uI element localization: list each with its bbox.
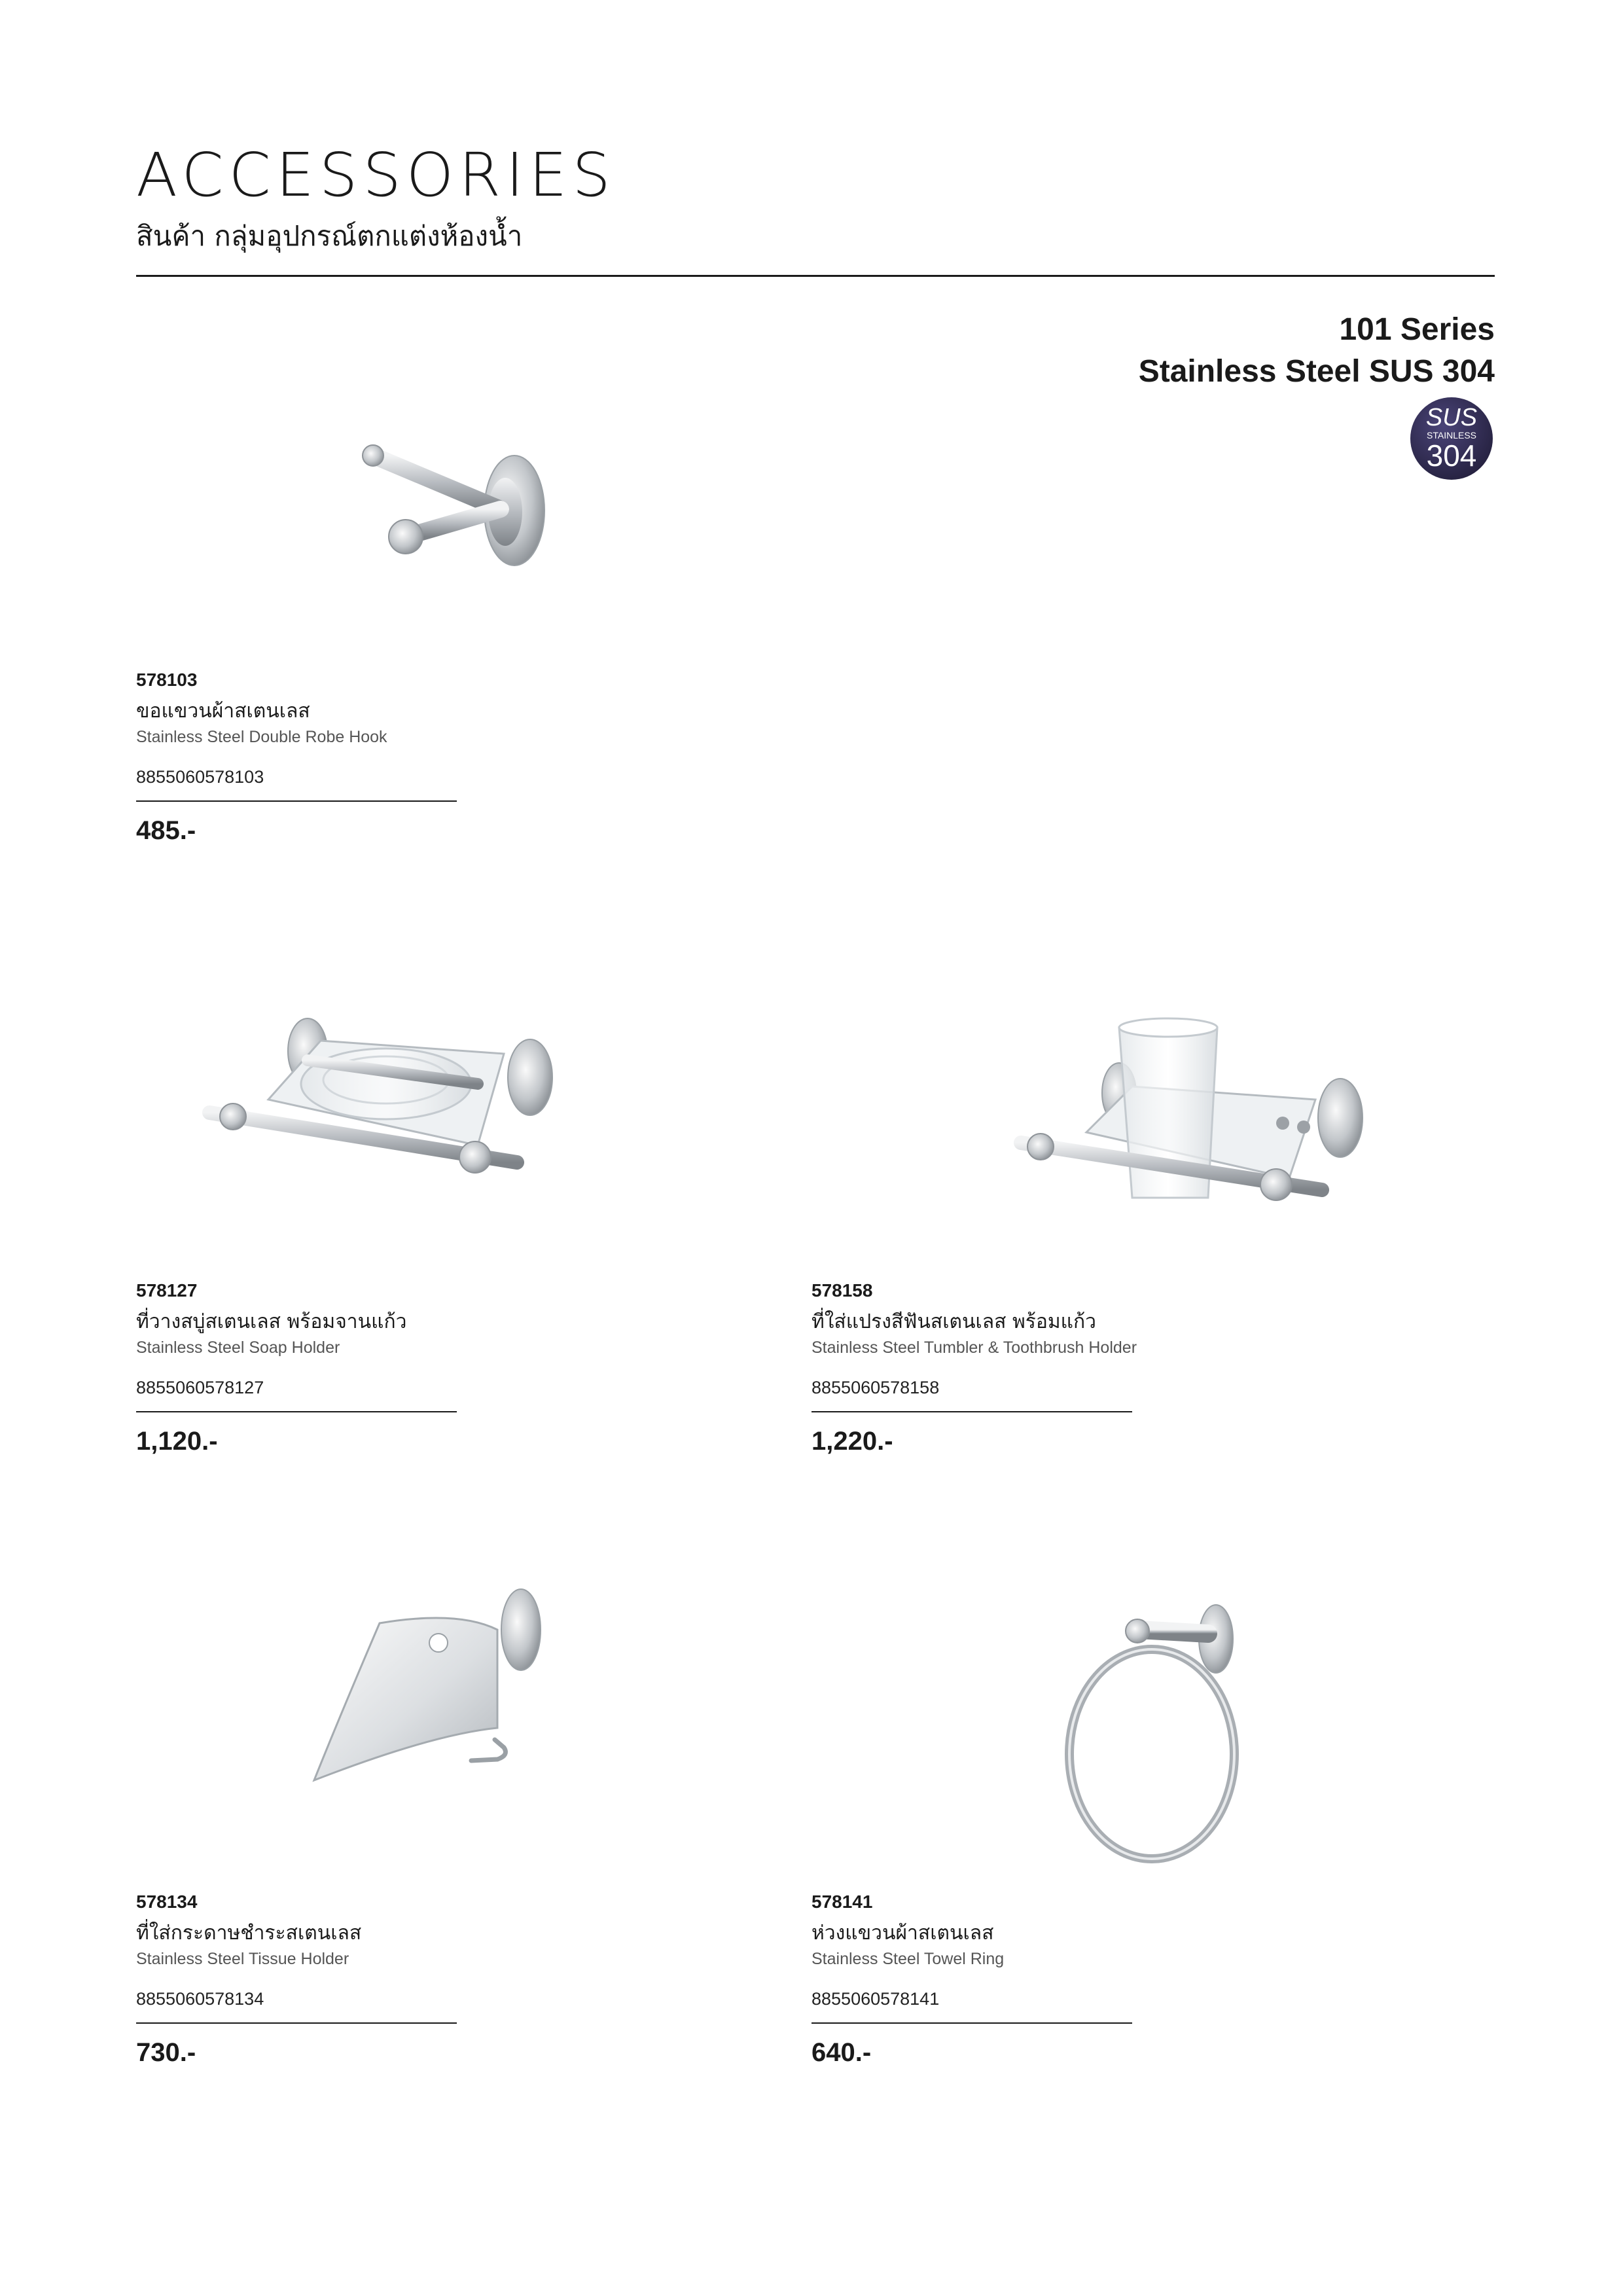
product-name-thai: ที่ใส่แปรงสีฟันสเตนเลส พร้อมแก้ว xyxy=(812,1310,1096,1333)
product-code: 578141 xyxy=(812,1892,873,1912)
product-price: 640.- xyxy=(812,2038,872,2068)
product-card xyxy=(136,1893,463,2066)
sus-304-badge xyxy=(1410,397,1493,480)
badge-middle-text: STAINLESS xyxy=(1427,430,1476,440)
product-code: 578103 xyxy=(136,670,198,690)
robe-hook-image xyxy=(334,432,569,589)
series-material: Stainless Steel SUS 304 xyxy=(1138,354,1495,389)
badge-top-text: SUS xyxy=(1425,404,1478,431)
product-code: 578134 xyxy=(136,1892,198,1912)
header-divider xyxy=(136,275,1495,277)
page-title: ACCESSORIES xyxy=(136,140,616,210)
page-subtitle: สินค้า กลุ่มอุปกรณ์ตกแต่งห้องน้ำ xyxy=(136,220,523,252)
product-divider xyxy=(812,1411,1132,1412)
product-name-english: Stainless Steel Tumbler & Toothbrush Holder xyxy=(812,1338,1137,1357)
tumbler-holder-image xyxy=(1001,1001,1407,1237)
product-barcode: 8855060578158 xyxy=(812,1378,940,1397)
product-barcode: 8855060578103 xyxy=(136,767,264,787)
product-divider xyxy=(136,800,457,802)
product-card xyxy=(136,671,463,844)
tissue-holder-image xyxy=(301,1584,563,1793)
product-divider xyxy=(136,2022,457,2024)
product-code: 578127 xyxy=(136,1280,198,1300)
product-price: 730.- xyxy=(136,2038,196,2068)
product-name-english: Stainless Steel Double Robe Hook xyxy=(136,728,387,746)
product-barcode: 8855060578134 xyxy=(136,1989,264,2009)
product-divider xyxy=(812,2022,1132,2024)
series-heading xyxy=(1139,309,1495,393)
badge-bottom-text: 304 xyxy=(1426,439,1477,473)
product-card xyxy=(812,1282,1139,1454)
product-price: 485.- xyxy=(136,816,196,846)
product-card xyxy=(812,1893,1139,2066)
product-name-english: Stainless Steel Soap Holder xyxy=(136,1338,340,1357)
product-price: 1,120.- xyxy=(136,1427,218,1456)
product-barcode: 8855060578141 xyxy=(812,1989,940,2009)
product-name-english: Stainless Steel Tissue Holder xyxy=(136,1950,349,1968)
series-name: 101 Series xyxy=(1339,312,1495,347)
product-name-thai: ที่ใส่กระดาษชำระสเตนเลส xyxy=(136,1922,362,1945)
towel-ring-image xyxy=(1060,1590,1250,1878)
product-card xyxy=(136,1282,463,1454)
product-price: 1,220.- xyxy=(812,1427,893,1456)
product-code: 578158 xyxy=(812,1280,873,1300)
soap-holder-image xyxy=(190,1001,596,1198)
product-name-thai: ขอแขวนผ้าสเตนเลส xyxy=(136,700,310,723)
product-name-english: Stainless Steel Towel Ring xyxy=(812,1950,1005,1968)
product-divider xyxy=(136,1411,457,1412)
product-name-thai: ห่วงแขวนผ้าสเตนเลส xyxy=(812,1922,994,1945)
product-name-thai: ที่วางสบู่สเตนเลส พร้อมจานแก้ว xyxy=(136,1310,407,1333)
product-barcode: 8855060578127 xyxy=(136,1378,264,1397)
